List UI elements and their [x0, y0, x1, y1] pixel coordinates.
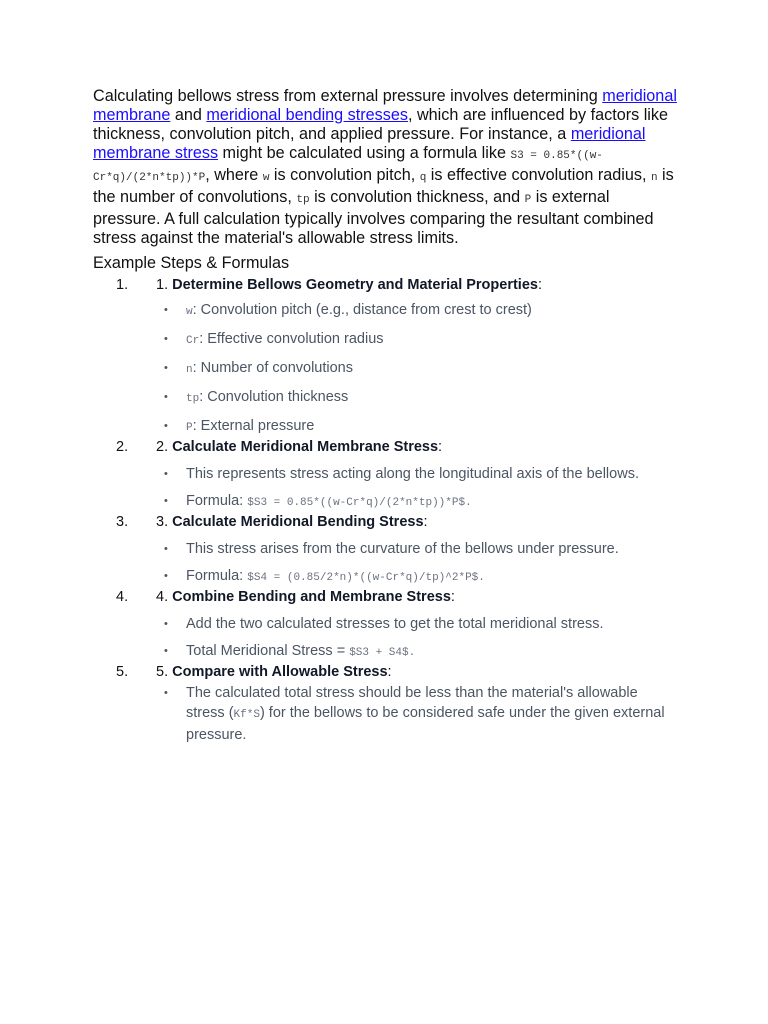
formula-code: $S4 = (0.85/2*n)*((w-Cr*q)/tp)^2*P$. — [247, 572, 485, 584]
list-item-text: : Convolution thickness — [199, 389, 349, 405]
document-body — [93, 87, 678, 745]
step-heading — [116, 513, 678, 531]
step-suffix: : — [438, 439, 443, 455]
step-number: 2. — [116, 439, 129, 455]
variable-code: q — [419, 172, 427, 184]
step-heading — [116, 663, 678, 681]
variable-code: P — [524, 194, 532, 206]
step-suffix: : — [450, 589, 455, 605]
list-item-text: Formula: — [186, 568, 248, 584]
variable-code: w — [262, 172, 270, 184]
list-item-text: The calculated total stress should be less than the material's allowable stress ( — [186, 685, 638, 721]
step-prefix: 5. — [156, 664, 173, 680]
step-title: Compare with Allowable Stress — [172, 664, 388, 680]
variable-code: n — [650, 172, 658, 184]
step-suffix: : — [537, 277, 542, 293]
list-item-text: Formula: — [186, 493, 248, 509]
variable-code: Cr — [186, 335, 200, 347]
formula-code: $S3 = 0.85*((w-Cr*q)/(2*n*tp))*P$. — [247, 497, 472, 509]
step-number: 5. — [116, 664, 129, 680]
formula-code: $S3 + S4$. — [349, 647, 416, 659]
list-item — [164, 387, 678, 409]
step-heading — [116, 438, 678, 456]
bullet-icon: • — [164, 495, 168, 507]
step-number: 4. — [116, 589, 129, 605]
list-item — [164, 683, 678, 745]
link-meridional-membrane[interactable]: meridional membrane — [93, 87, 677, 124]
list-item — [164, 641, 678, 663]
step-title: Calculate Meridional Bending Stress — [172, 514, 424, 530]
step-sublist — [156, 531, 678, 588]
bullet-icon: • — [164, 618, 168, 630]
step-item — [93, 438, 678, 513]
intro-text: might be calculated using a formula like — [218, 144, 511, 162]
bullet-icon: • — [164, 420, 168, 432]
variable-code: w — [186, 306, 193, 318]
intro-text: is convolution pitch, — [269, 166, 420, 184]
link-meridional-bending-stresses[interactable]: meridional bending stresses — [206, 106, 408, 124]
list-item-text: This represents stress acting along the longitudinal axis of the bellows. — [186, 466, 639, 482]
step-heading — [116, 588, 678, 606]
intro-text: Calculating bellows stress from external pressure involves determining — [93, 87, 603, 105]
list-item-text: ) for the bellows to be considered safe under the given external pressure. — [186, 705, 665, 743]
step-sublist — [156, 294, 678, 438]
variable-code: tp — [296, 194, 310, 206]
bullet-icon: • — [164, 645, 168, 657]
list-item-text: This stress arises from the curvature of the bellows under pressure. — [186, 541, 619, 557]
link-meridional-membrane-stress[interactable]: meridional membrane stress — [93, 125, 646, 162]
variable-code: Kf*S — [233, 709, 260, 721]
step-number: 1. — [116, 277, 129, 293]
step-title: Calculate Meridional Membrane Stress — [172, 439, 439, 455]
bullet-icon: • — [164, 362, 168, 374]
step-item — [93, 663, 678, 745]
intro-text: , which are influenced by factors like thickness, convolution pitch, and applied pressure. For instance, a — [93, 106, 668, 143]
list-item-text: : External pressure — [192, 418, 315, 434]
list-item — [164, 566, 678, 588]
bullet-icon: • — [164, 543, 168, 555]
steps-list — [93, 276, 678, 745]
intro-text: and — [170, 106, 207, 124]
list-item — [164, 329, 678, 351]
list-item-text: Add the two calculated stresses to get the total meridional stress. — [186, 616, 604, 632]
list-item-text: : Convolution pitch (e.g., distance from crest to crest) — [192, 302, 532, 318]
list-item — [164, 358, 678, 380]
step-title: Determine Bellows Geometry and Material Properties — [172, 277, 538, 293]
step-prefix: 3. — [156, 514, 173, 530]
intro-paragraph — [93, 87, 678, 248]
step-prefix: 4. — [156, 589, 173, 605]
bullet-icon: • — [164, 333, 168, 345]
bullet-icon: • — [164, 391, 168, 403]
step-item — [93, 276, 678, 438]
list-item-text: : Effective convolution radius — [199, 331, 384, 347]
intro-text: is the number of convolutions, — [93, 166, 674, 206]
bullet-icon: • — [164, 570, 168, 582]
list-item-text: Total Meridional Stress = — [186, 643, 350, 659]
section-heading: Example Steps & Formulas — [93, 254, 290, 272]
step-sublist — [156, 681, 678, 745]
list-item — [164, 416, 678, 438]
step-item — [93, 588, 678, 663]
bullet-icon: • — [164, 687, 168, 699]
bullet-icon: • — [164, 468, 168, 480]
step-sublist — [156, 606, 678, 663]
step-heading — [116, 276, 678, 294]
list-item — [164, 491, 678, 513]
bullet-icon: • — [164, 304, 168, 316]
intro-text: is convolution thickness, and — [309, 188, 525, 206]
step-prefix: 2. — [156, 439, 173, 455]
intro-text: is effective convolution radius, — [426, 166, 651, 184]
step-prefix: 1. — [156, 277, 173, 293]
variable-code: P — [186, 422, 193, 434]
list-item-text: : Number of convolutions — [192, 360, 353, 376]
step-suffix: : — [387, 664, 392, 680]
list-item — [164, 464, 678, 484]
variable-code: n — [186, 364, 193, 376]
intro-text: is external pressure. A full calculation typically involves comparing the resultant combined stress against the material's allowable stress limits. — [93, 188, 654, 247]
variable-code: tp — [186, 393, 200, 405]
step-title: Combine Bending and Membrane Stress — [172, 589, 451, 605]
step-number: 3. — [116, 514, 129, 530]
formula-code: S3 = 0.85*((w-Cr*q)/(2*n*tp))*P — [93, 150, 603, 184]
list-item — [164, 614, 678, 634]
intro-text: , where — [205, 166, 263, 184]
step-item — [93, 513, 678, 588]
step-sublist — [156, 456, 678, 513]
list-item — [164, 300, 678, 322]
step-suffix: : — [423, 514, 428, 530]
list-item — [164, 539, 678, 559]
